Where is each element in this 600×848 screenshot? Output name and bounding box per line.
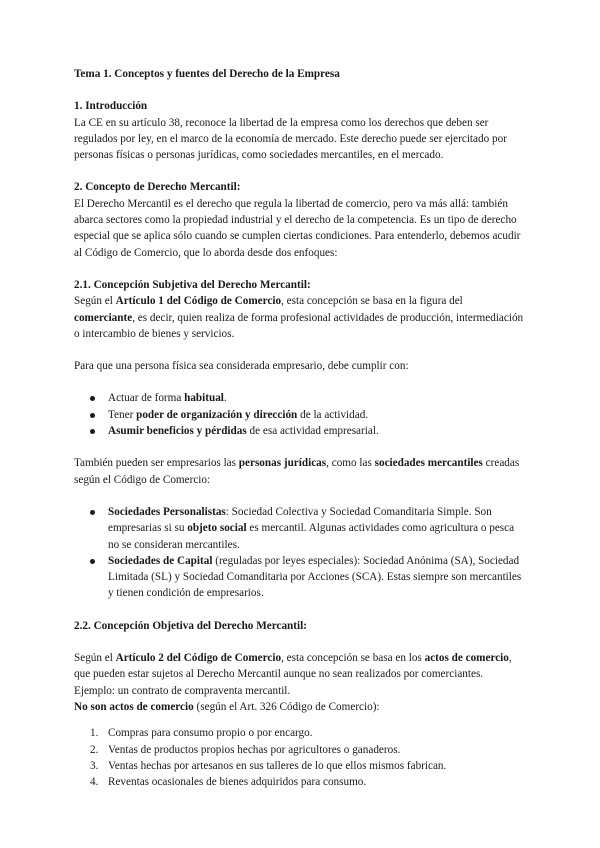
text: Actuar de forma	[108, 392, 185, 405]
text: creadas según el Código de Comercio:	[74, 457, 520, 486]
text: Según el	[74, 652, 116, 665]
list-number: 2.	[90, 743, 99, 756]
section-2-1-paragraph-2: Para que una persona física sea considerada empresario, debe cumplir con:	[74, 360, 409, 373]
bullet-icon	[90, 429, 95, 434]
section-1-heading: 1. Introducción	[74, 100, 148, 113]
section-2-1-paragraph-3	[74, 455, 526, 488]
document-title: Tema 1. Conceptos y fuentes del Derecho de la Empresa	[74, 68, 340, 80]
company-types-list	[74, 504, 526, 602]
bold-text: No son actos de comercio	[74, 700, 194, 713]
text: , es decir, quien realiza de forma profesional actividades de producción, intermediación o intercambio de bienes y servicios.	[74, 311, 524, 340]
text: , que pueden estar sujetos al Derecho Mercantil aunque no sean realizados por comerciantes. Ejemplo: un contrato de compraventa mercantil.	[74, 652, 512, 697]
bullet-icon	[90, 510, 95, 515]
section-2-1-paragraph-1	[74, 293, 526, 342]
text: : Sociedad Colectiva y Sociedad Comanditaria Simple. Son empresarias si su	[108, 505, 492, 535]
section-2-body: El Derecho Mercantil es el derecho que regula la libertad de comercio, pero va más allá: también abarca sectores como la propiedad industrial y el derecho de la competencia. Es un tipo de derecho especial que se aplica sólo cuando se cumplen ciertas condiciones. Para entenderlo, debemos acudir al Código de Comercio, que lo aborda desde dos enfoques:	[74, 197, 521, 259]
text: Compras para consumo propio o por encargo.	[108, 727, 313, 740]
bold-text: Asumir beneficios y pérdidas	[108, 425, 247, 438]
bold-text: Sociedades de Capital	[108, 554, 213, 567]
section-2-2-paragraph-1	[74, 650, 526, 699]
list-item	[74, 407, 526, 423]
list-number: 1.	[90, 727, 99, 740]
list-item	[74, 390, 526, 406]
text: , esta concepción se basa en la figura del	[281, 295, 463, 308]
list-item	[74, 553, 526, 602]
text: Reventas ocasionales de bienes adquiridos para consumo.	[108, 776, 367, 789]
bullet-icon	[90, 396, 95, 401]
section-1-body: La CE en su artículo 38, reconoce la libertad de la empresa como los derechos que deben ser regulados por ley, en el marco de la economía de mercado. Este derecho puede ser ejercitado por personas físicas o personas jurídicas, como sociedades mercantiles, en el mercado.	[74, 116, 507, 162]
section-2-1-heading: 2.1. Concepción Subjetiva del Derecho Mercantil:	[74, 278, 311, 291]
text: de la actividad.	[297, 408, 369, 421]
list-item	[74, 504, 526, 553]
bold-text: comerciante	[74, 311, 133, 324]
list-number: 3.	[90, 759, 99, 772]
text: (según el Art. 326 Código de Comercio):	[193, 700, 380, 713]
bold-text: poder de organización y dirección	[136, 408, 298, 421]
list-item	[74, 774, 526, 790]
list-item	[74, 725, 526, 741]
section-2-2-paragraph-2	[74, 699, 526, 715]
list-item	[74, 742, 526, 758]
bold-text: habitual	[184, 392, 224, 405]
text: , esta concepción se basa en los	[281, 652, 425, 665]
bullet-icon	[90, 413, 95, 418]
requirements-list	[74, 390, 526, 439]
text: es mercantil. Algunas actividades como agricultura o pesca no se consideran mercantiles.	[108, 522, 515, 551]
bold-text: sociedades mercantiles	[374, 457, 483, 470]
text: Ventas de productos propios hechas por agricultores o ganaderos.	[108, 743, 401, 756]
list-item	[74, 423, 526, 439]
text: Según el	[74, 295, 116, 308]
bold-text: Sociedades Personalistas	[108, 505, 226, 518]
bold-text: Artículo 1 del Código de Comercio	[115, 295, 282, 308]
non-commercial-acts-list	[74, 725, 526, 790]
text: .	[223, 392, 227, 405]
bullet-icon	[90, 559, 95, 564]
list-number: 4.	[90, 776, 99, 789]
section-2-2-heading: 2.2. Concepción Objetiva del Derecho Mercantil:	[74, 619, 307, 632]
text: Ventas hechas por artesanos en sus talleres de lo que ellos mismos fabrican.	[108, 759, 447, 772]
list-item	[74, 758, 526, 774]
text: También pueden ser empresarios las	[74, 457, 239, 470]
bold-text: actos de comercio	[424, 652, 509, 665]
bold-text: Artículo 2 del Código de Comercio	[115, 652, 282, 665]
text: de esa actividad empresarial.	[246, 425, 379, 438]
section-2-heading: 2. Concepto de Derecho Mercantil:	[74, 181, 241, 194]
bold-text: personas jurídicas	[238, 457, 327, 470]
bold-text: objeto social	[187, 522, 247, 535]
text: (reguladas por leyes especiales): Sociedad Anónima (SA), Sociedad Limitada (SL) y Sociedad Comanditaria por Acciones (SCA). Estas siempre son mercantiles y tienen condición de empresarios.	[108, 554, 522, 600]
text: , como las	[326, 457, 375, 470]
text: Tener	[108, 408, 137, 421]
